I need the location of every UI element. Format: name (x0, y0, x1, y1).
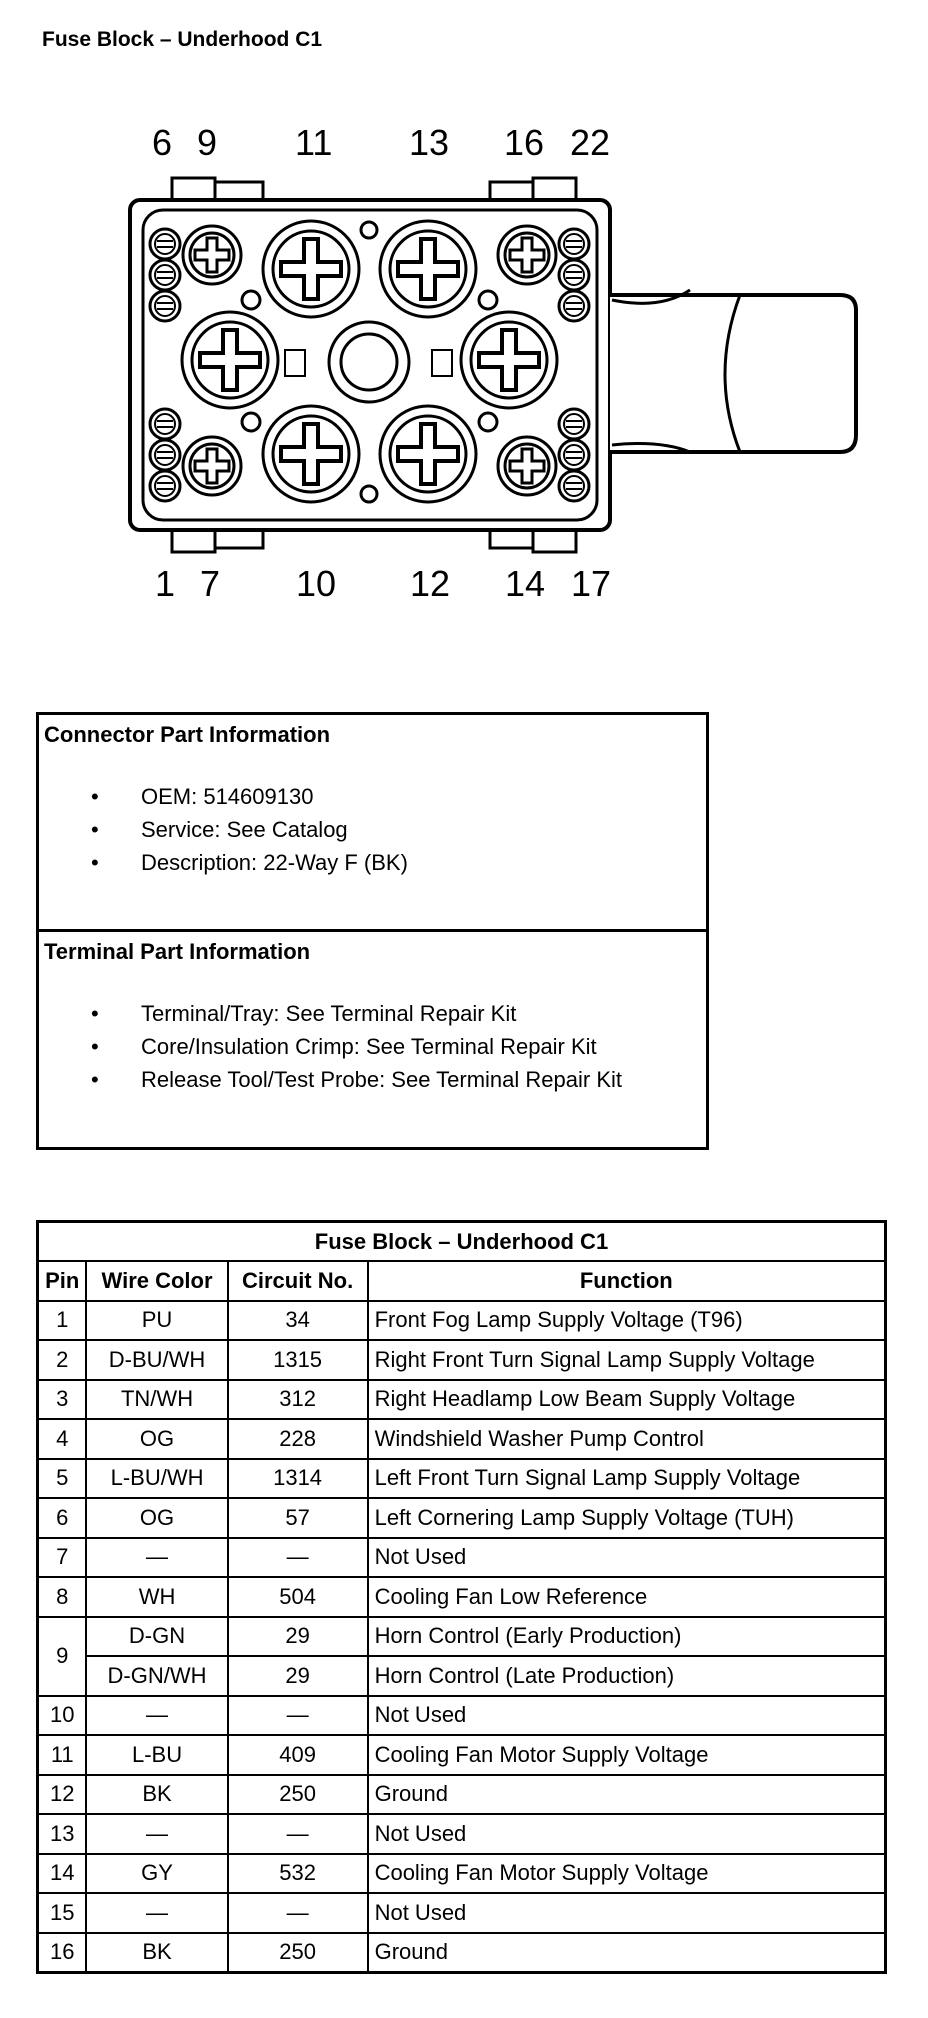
pin-table (36, 1220, 887, 1974)
column-header-circuit: Circuit No. (228, 1261, 368, 1301)
pin-label-top: 6 (152, 122, 173, 163)
function-cell: Cooling Fan Low Reference (368, 1577, 886, 1617)
function-cell: Cooling Fan Motor Supply Voltage (368, 1854, 886, 1894)
function-cell: Windshield Washer Pump Control (368, 1419, 886, 1459)
table-row (38, 1380, 886, 1420)
wire-color-cell: TN/WH (86, 1380, 227, 1420)
circuit-cell: 228 (228, 1419, 368, 1459)
circuit-cell: 29 (228, 1656, 368, 1696)
table-row (38, 1617, 886, 1657)
function-cell: Not Used (368, 1538, 886, 1578)
table-row (38, 1538, 886, 1578)
column-header-pin: Pin (38, 1261, 87, 1301)
pin-cell: 10 (38, 1696, 87, 1736)
list-item: • Terminal/Tray: See Terminal Repair Kit (91, 1001, 517, 1026)
circuit-cell: 29 (228, 1617, 368, 1657)
circuit-cell: 532 (228, 1854, 368, 1894)
wire-color-cell: L-BU/WH (86, 1459, 227, 1499)
pin-cell: 2 (38, 1340, 87, 1380)
table-row (38, 1459, 886, 1499)
table-row (38, 1656, 886, 1696)
wire-color-cell: D-GN (86, 1617, 227, 1657)
wire-color-cell: BK (86, 1775, 227, 1815)
pin-cell: 1 (38, 1301, 87, 1341)
table-row (38, 1933, 886, 1973)
pin-label-bottom: 12 (410, 563, 451, 604)
table-row (38, 1854, 886, 1894)
function-cell: Horn Control (Early Production) (368, 1617, 886, 1657)
pin-cell: 9 (38, 1617, 87, 1696)
function-cell: Right Headlamp Low Beam Supply Voltage (368, 1380, 886, 1420)
function-cell: Left Cornering Lamp Supply Voltage (TUH) (368, 1498, 886, 1538)
pin-label-top: 11 (295, 122, 333, 163)
pin-label-top: 22 (570, 122, 611, 163)
circuit-cell: 409 (228, 1735, 368, 1775)
list-item: • Service: See Catalog (91, 817, 348, 842)
pin-cell: 12 (38, 1775, 87, 1815)
pin-label-bottom: 1 (155, 563, 176, 604)
function-cell: Not Used (368, 1814, 886, 1854)
pin-cell: 13 (38, 1814, 87, 1854)
pin-label-bottom: 14 (505, 563, 546, 604)
table-row (38, 1814, 886, 1854)
list-item: • Release Tool/Test Probe: See Terminal Repair Kit (91, 1067, 622, 1092)
function-cell: Right Front Turn Signal Lamp Supply Voltage (368, 1340, 886, 1380)
table-row (38, 1419, 886, 1459)
pin-cell: 4 (38, 1419, 87, 1459)
pin-cell: 3 (38, 1380, 87, 1420)
function-cell: Ground (368, 1933, 886, 1973)
circuit-cell: 250 (228, 1933, 368, 1973)
pin-cell: 7 (38, 1538, 87, 1578)
pin-cell: 16 (38, 1933, 87, 1973)
pin-cell: 11 (38, 1735, 87, 1775)
wire-color-cell: BK (86, 1933, 227, 1973)
table-row (38, 1696, 886, 1736)
function-cell: Not Used (368, 1893, 886, 1933)
function-cell: Not Used (368, 1696, 886, 1736)
page-title: Fuse Block – Underhood C1 (42, 28, 323, 51)
table-row (38, 1577, 886, 1617)
wire-color-cell: — (86, 1696, 227, 1736)
connector-face-diagram (0, 160, 928, 600)
table-header-row (38, 1261, 886, 1301)
wire-color-cell: WH (86, 1577, 227, 1617)
circuit-cell: 1314 (228, 1459, 368, 1499)
pin-label-bottom: 10 (296, 563, 337, 604)
circuit-cell: 57 (228, 1498, 368, 1538)
pin-label-top: 13 (409, 122, 450, 163)
pin-cell: 15 (38, 1893, 87, 1933)
table-row (38, 1775, 886, 1815)
connector-info-heading: Connector Part Information (44, 722, 331, 747)
wire-color-cell: — (86, 1538, 227, 1578)
circuit-cell: — (228, 1814, 368, 1854)
circuit-cell: 312 (228, 1380, 368, 1420)
wire-color-cell: OG (86, 1498, 227, 1538)
pin-cell: 5 (38, 1459, 87, 1499)
table-row (38, 1498, 886, 1538)
pin-cell: 14 (38, 1854, 87, 1894)
table-caption: Fuse Block – Underhood C1 (38, 1222, 886, 1262)
terminal-info-heading: Terminal Part Information (44, 939, 311, 964)
list-item: • OEM: 514609130 (91, 784, 314, 809)
pin-label-top: 9 (197, 122, 218, 163)
table-row (38, 1735, 886, 1775)
terminal-info-list (91, 997, 622, 1096)
connector-info-list (91, 780, 408, 879)
column-header-wire-color: Wire Color (86, 1261, 227, 1301)
function-cell: Left Front Turn Signal Lamp Supply Voltage (368, 1459, 886, 1499)
wire-color-cell: — (86, 1893, 227, 1933)
table-row (38, 1301, 886, 1341)
pin-label-bottom: 7 (200, 563, 221, 604)
wire-color-cell: D-BU/WH (86, 1340, 227, 1380)
table-row (38, 1340, 886, 1380)
circuit-cell: 504 (228, 1577, 368, 1617)
function-cell: Ground (368, 1775, 886, 1815)
column-header-function: Function (368, 1261, 886, 1301)
circuit-cell: — (228, 1893, 368, 1933)
function-cell: Front Fog Lamp Supply Voltage (T96) (368, 1301, 886, 1341)
wire-color-cell: D-GN/WH (86, 1656, 227, 1696)
circuit-cell: 250 (228, 1775, 368, 1815)
wire-color-cell: PU (86, 1301, 227, 1341)
function-cell: Horn Control (Late Production) (368, 1656, 886, 1696)
table-row (38, 1893, 886, 1933)
pin-cell: 8 (38, 1577, 87, 1617)
wire-color-cell: OG (86, 1419, 227, 1459)
pin-label-bottom: 17 (571, 563, 612, 604)
function-cell: Cooling Fan Motor Supply Voltage (368, 1735, 886, 1775)
terminal-part-info-box (36, 929, 709, 1150)
wire-color-cell: L-BU (86, 1735, 227, 1775)
pin-cell: 6 (38, 1498, 87, 1538)
list-item: • Description: 22-Way F (BK) (91, 850, 408, 875)
pin-label-top: 16 (504, 122, 545, 163)
circuit-cell: 1315 (228, 1340, 368, 1380)
connector-part-info-box (36, 712, 709, 932)
wire-color-cell: — (86, 1814, 227, 1854)
circuit-cell: — (228, 1696, 368, 1736)
circuit-cell: — (228, 1538, 368, 1578)
wire-color-cell: GY (86, 1854, 227, 1894)
list-item: • Core/Insulation Crimp: See Terminal Repair Kit (91, 1034, 597, 1059)
circuit-cell: 34 (228, 1301, 368, 1341)
